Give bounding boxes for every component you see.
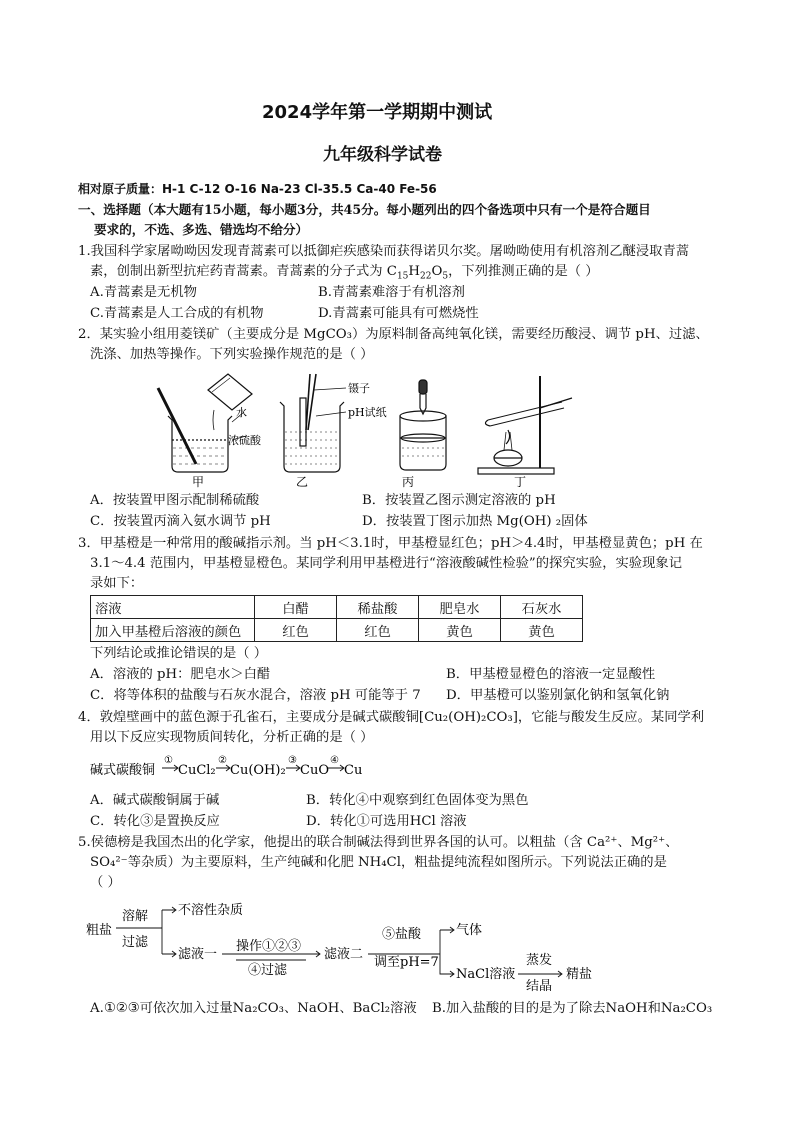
flow-step: 蒸发	[526, 953, 553, 968]
fig-label-acid: 浓硫酸	[228, 434, 261, 447]
fig-label-jia: 甲	[192, 475, 205, 489]
table-cell: 溶液	[91, 596, 255, 619]
q1-sub: 22	[420, 271, 432, 282]
q2-stem-line2: 洗涤、加热等操作。下列实验操作规范的是（ ）	[90, 347, 374, 362]
q5-stem-line1: 5.侯德榜是我国杰出的化学家，他提出的联合制碱法得到世界各国的认可。以粗盐（含 Ca²⁺、Mg²⁺、	[78, 835, 679, 850]
table-cell: 白醋	[255, 596, 337, 619]
q1-text: H	[408, 264, 420, 279]
q1-option-c[interactable]: C.青蒿素是人工合成的有机物	[90, 306, 264, 321]
q2-apparatus-figure	[0, 368, 794, 488]
atomic-masses: 相对原子质量：H-1 C-12 O-16 Na-23 Cl-35.5 Ca-40 Fe-56	[78, 182, 437, 196]
q3-table	[90, 595, 583, 642]
q5-flowchart	[0, 896, 700, 996]
q3-option-c[interactable]: C．将等体积的盐酸与石灰水混合，溶液 pH 可能等于 7	[90, 688, 421, 703]
section-heading: 一、选择题（本大题有15小题，每小题3分，共45分。每小题列出的四个备选项中只有一个是符合题目	[78, 202, 651, 217]
q4-stem-line1: 4．敦煌壁画中的蓝色源于孔雀石，主要成分是碱式碳酸铜[Cu₂(OH)₂CO₃]，它能与酸发生反应。某同学利	[78, 710, 705, 725]
q1-sub: 5	[442, 271, 449, 282]
q3-option-a[interactable]: A．溶液的 pH：肥皂水＞白醋	[90, 667, 271, 682]
q1-stem-line1: 1.我国科学家屠呦呦因发现青蒿素可以抵御疟疾感染而获得诺贝尔奖。屠呦呦使用有机溶剂乙醚浸取青蒿	[78, 244, 690, 259]
q3-option-d[interactable]: D．甲基橙可以鉴别氯化钠和氢氧化钠	[446, 688, 670, 703]
chain-substance: Cu	[344, 763, 363, 778]
fig-label-water: 水	[236, 406, 247, 419]
q2-stem-line1: 2．某实验小组用菱镁矿（主要成分是 MgCO₃）为原料制备高纯氧化镁，需要经历酸浸、调节 pH、过滤、	[78, 327, 709, 342]
table-cell: 稀盐酸	[337, 596, 419, 619]
chain-substance: CuCl₂	[178, 763, 216, 778]
table-cell: 黄色	[501, 619, 583, 642]
flow-node: 精盐	[566, 967, 593, 982]
fig-label-tweezers: 镊子	[348, 382, 370, 395]
flow-step: ④过滤	[248, 963, 288, 978]
q3-stem-line1: 3．甲基橙是一种常用的酸碱指示剂。当 pH＜3.1时，甲基橙显红色；pH＞4.4时，甲基橙显黄色；pH 在	[78, 536, 703, 551]
table-cell: 红色	[255, 619, 337, 642]
table-row	[91, 619, 583, 642]
q2-option-a[interactable]: A．按装置甲图示配制稀硫酸	[90, 493, 260, 508]
q1-text: 素，创制出新型抗疟药青蒿素。青蒿素的分子式为 C	[90, 264, 397, 279]
exam-title: 2024学年第一学期期中测试	[262, 102, 493, 123]
flow-node: 气体	[456, 923, 483, 938]
table-row	[91, 596, 583, 619]
flow-step: 操作①②③	[236, 939, 302, 954]
q4-stem-line2: 用以下反应实现物质间转化，分析正确的是（ ）	[90, 730, 374, 745]
chain-substance: Cu(OH)₂	[230, 763, 286, 778]
q5-stem-line2: SO₄²⁻等杂质）为主要原料，生产纯碱和化肥 NH₄Cl，粗盐提纯流程如图所示。下列说法正确的是	[90, 855, 667, 870]
table-cell: 加入甲基橙后溶液的颜色	[91, 619, 255, 642]
q5-option-a[interactable]: A.①②③可依次加入过量Na₂CO₃、NaOH、BaCl₂溶液	[90, 1001, 417, 1016]
q5-stem-line3: （ ）	[90, 875, 121, 890]
flow-node: 滤液一	[178, 947, 218, 962]
q5-option-b[interactable]: B.加入盐酸的目的是为了除去NaOH和Na₂CO₃	[432, 1001, 713, 1016]
q3-stem-line3: 录如下：	[90, 576, 144, 591]
table-cell: 肥皂水	[419, 596, 501, 619]
q4-option-a[interactable]: A．碱式碳酸铜属于碱	[90, 793, 220, 808]
flow-node: 粗盐	[86, 923, 113, 938]
flow-step: 调至pH=7	[374, 955, 439, 970]
q4-conversion-chain	[90, 752, 450, 782]
q1-option-a[interactable]: A.青蒿素是无机物	[90, 285, 197, 300]
q1-text: O	[431, 264, 443, 279]
chain-step-label: ③	[288, 755, 297, 766]
flow-step: 溶解	[122, 909, 149, 924]
chain-step-label: ①	[164, 755, 173, 766]
flow-step: 过滤	[122, 935, 149, 950]
chain-step-label: ②	[218, 755, 227, 766]
q2-option-d[interactable]: D．按装置丁图示加热 Mg(OH) ₂固体	[362, 514, 588, 529]
table-cell: 石灰水	[501, 596, 583, 619]
fig-label-ph-paper: pH试纸	[348, 406, 387, 419]
q4-option-d[interactable]: D．转化①可选用HCl 溶液	[306, 814, 467, 829]
q1-option-d[interactable]: D.青蒿素可能具有可燃烧性	[318, 306, 479, 321]
exam-subtitle: 九年级科学试卷	[323, 145, 442, 165]
q3-prompt: 下列结论或推论错误的是（ ）	[90, 646, 268, 661]
q4-option-c[interactable]: C．转化③是置换反应	[90, 814, 220, 829]
q3-option-b[interactable]: B．甲基橙显橙色的溶液一定显酸性	[446, 667, 656, 682]
flow-step: ⑤盐酸	[382, 927, 422, 942]
q2-option-b[interactable]: B．按装置乙图示测定溶液的 pH	[362, 493, 556, 508]
section-heading-cont: 要求的，不选、多选、错选均不给分）	[94, 222, 309, 237]
chain-step-label: ④	[330, 755, 339, 766]
q2-option-c[interactable]: C．按装置丙滴入氨水调节 pH	[90, 514, 271, 529]
q1-text: ，下列推测正确的是（ ）	[448, 264, 599, 279]
flow-node: 滤液二	[324, 947, 364, 962]
chain-substance: 碱式碳酸铜	[90, 763, 156, 778]
flow-node: NaCl溶液	[456, 967, 516, 982]
flow-node: 不溶性杂质	[178, 903, 244, 918]
table-cell: 红色	[337, 619, 419, 642]
q1-stem-line2	[90, 263, 599, 286]
fig-label-yi: 乙	[296, 475, 309, 489]
fig-label-bing: 丙	[402, 475, 415, 489]
chain-substance: CuO	[300, 763, 329, 778]
q4-option-b[interactable]: B．转化④中观察到红色固体变为黑色	[306, 793, 529, 808]
q3-stem-line2: 3.1～4.4 范围内，甲基橙显橙色。某同学利用甲基橙进行“溶液酸碱性检验”的探究实验，实验现象记	[90, 556, 682, 571]
q1-sub: 15	[396, 271, 409, 282]
fig-label-ding: 丁	[514, 475, 527, 489]
flow-step: 结晶	[526, 979, 553, 994]
q1-option-b[interactable]: B.青蒿素难溶于有机溶剂	[318, 285, 465, 300]
table-cell: 黄色	[419, 619, 501, 642]
